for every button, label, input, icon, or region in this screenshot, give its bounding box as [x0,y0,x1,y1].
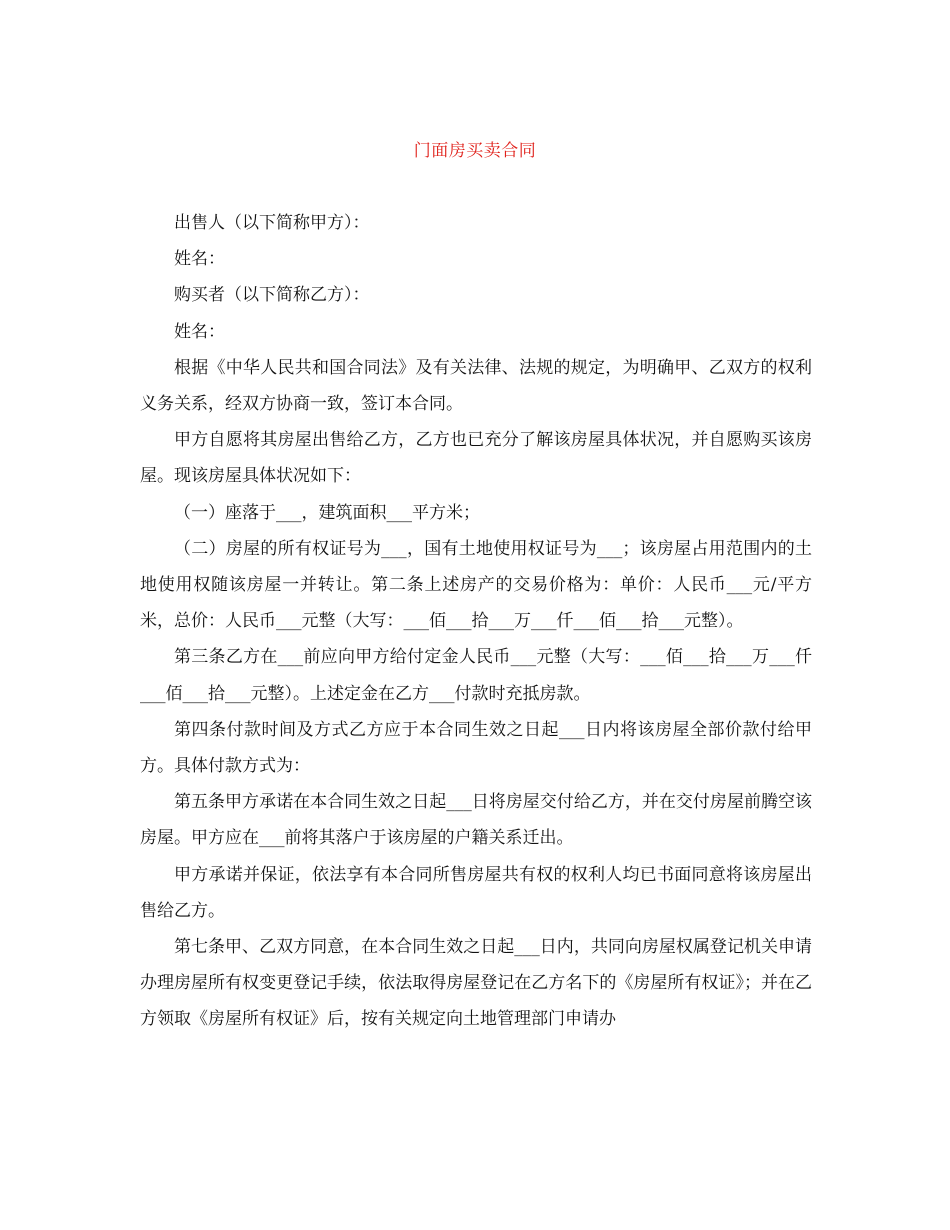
paragraph-buyer-name: 姓名： [174,321,225,342]
paragraph-buyer: 购买者（以下简称乙方）： [174,285,370,306]
paragraph-property-intro: 甲方自愿将其房屋出售给乙方，乙方也已充分了解该房屋具体状况，并自愿购买该房屋。现该房屋具体状况如下： [140,430,812,487]
paragraph-item-1: （一）座落于___，建筑面积___平方米； [174,502,480,523]
paragraph-article-7: 第七条甲、乙双方同意，在本合同生效之日起___日内，共同向房屋权属登记机关申请办理房屋所有权变更登记手续，依法取得房屋登记在乙方名下的《房屋所有权证》；并在乙方领取《房屋所有权证》后，按有关规定向土地管理部门申请办 [140,937,812,1030]
paragraph-article-3: 第三条乙方在___前应向甲方给付定金人民币___元整（大写：___佰___拾___万___仟___佰___拾___元整）。上述定金在乙方___付款时充抵房款。 [140,647,812,704]
paragraph-item-2-price: （二）房屋的所有权证号为___，国有土地使用权证号为___；该房屋占用范围内的土地使用权随该房屋一并转让。第二条上述房产的交易价格为：单价：人民币___元/平方米，总价：人民币___元整（大写：___佰___拾___万___仟___佰___拾___元整）。 [140,538,812,632]
paragraph-seller-name: 姓名： [174,249,225,270]
paragraph-warranty: 甲方承诺并保证，依法享有本合同所售房屋共有权的权利人均已书面同意将该房屋出售给乙方。 [140,864,812,921]
paragraph-seller: 出售人（以下简称甲方）： [174,213,370,233]
paragraph-article-5: 第五条甲方承诺在本合同生效之日起___日将房屋交付给乙方，并在交付房屋前腾空该房屋。甲方应在___前将其落户于该房屋的户籍关系迁出。 [140,792,812,849]
paragraph-preamble: 根据《中华人民共和国合同法》及有关法律、法规的规定，为明确甲、乙双方的权利义务关系，经双方协商一致，签订本合同。 [140,357,812,415]
document-title: 门面房买卖合同 [413,141,537,161]
paragraph-article-4: 第四条付款时间及方式乙方应于本合同生效之日起___日内将该房屋全部价款付给甲方。具体付款方式为： [140,719,812,777]
document-body [140,205,812,1038]
